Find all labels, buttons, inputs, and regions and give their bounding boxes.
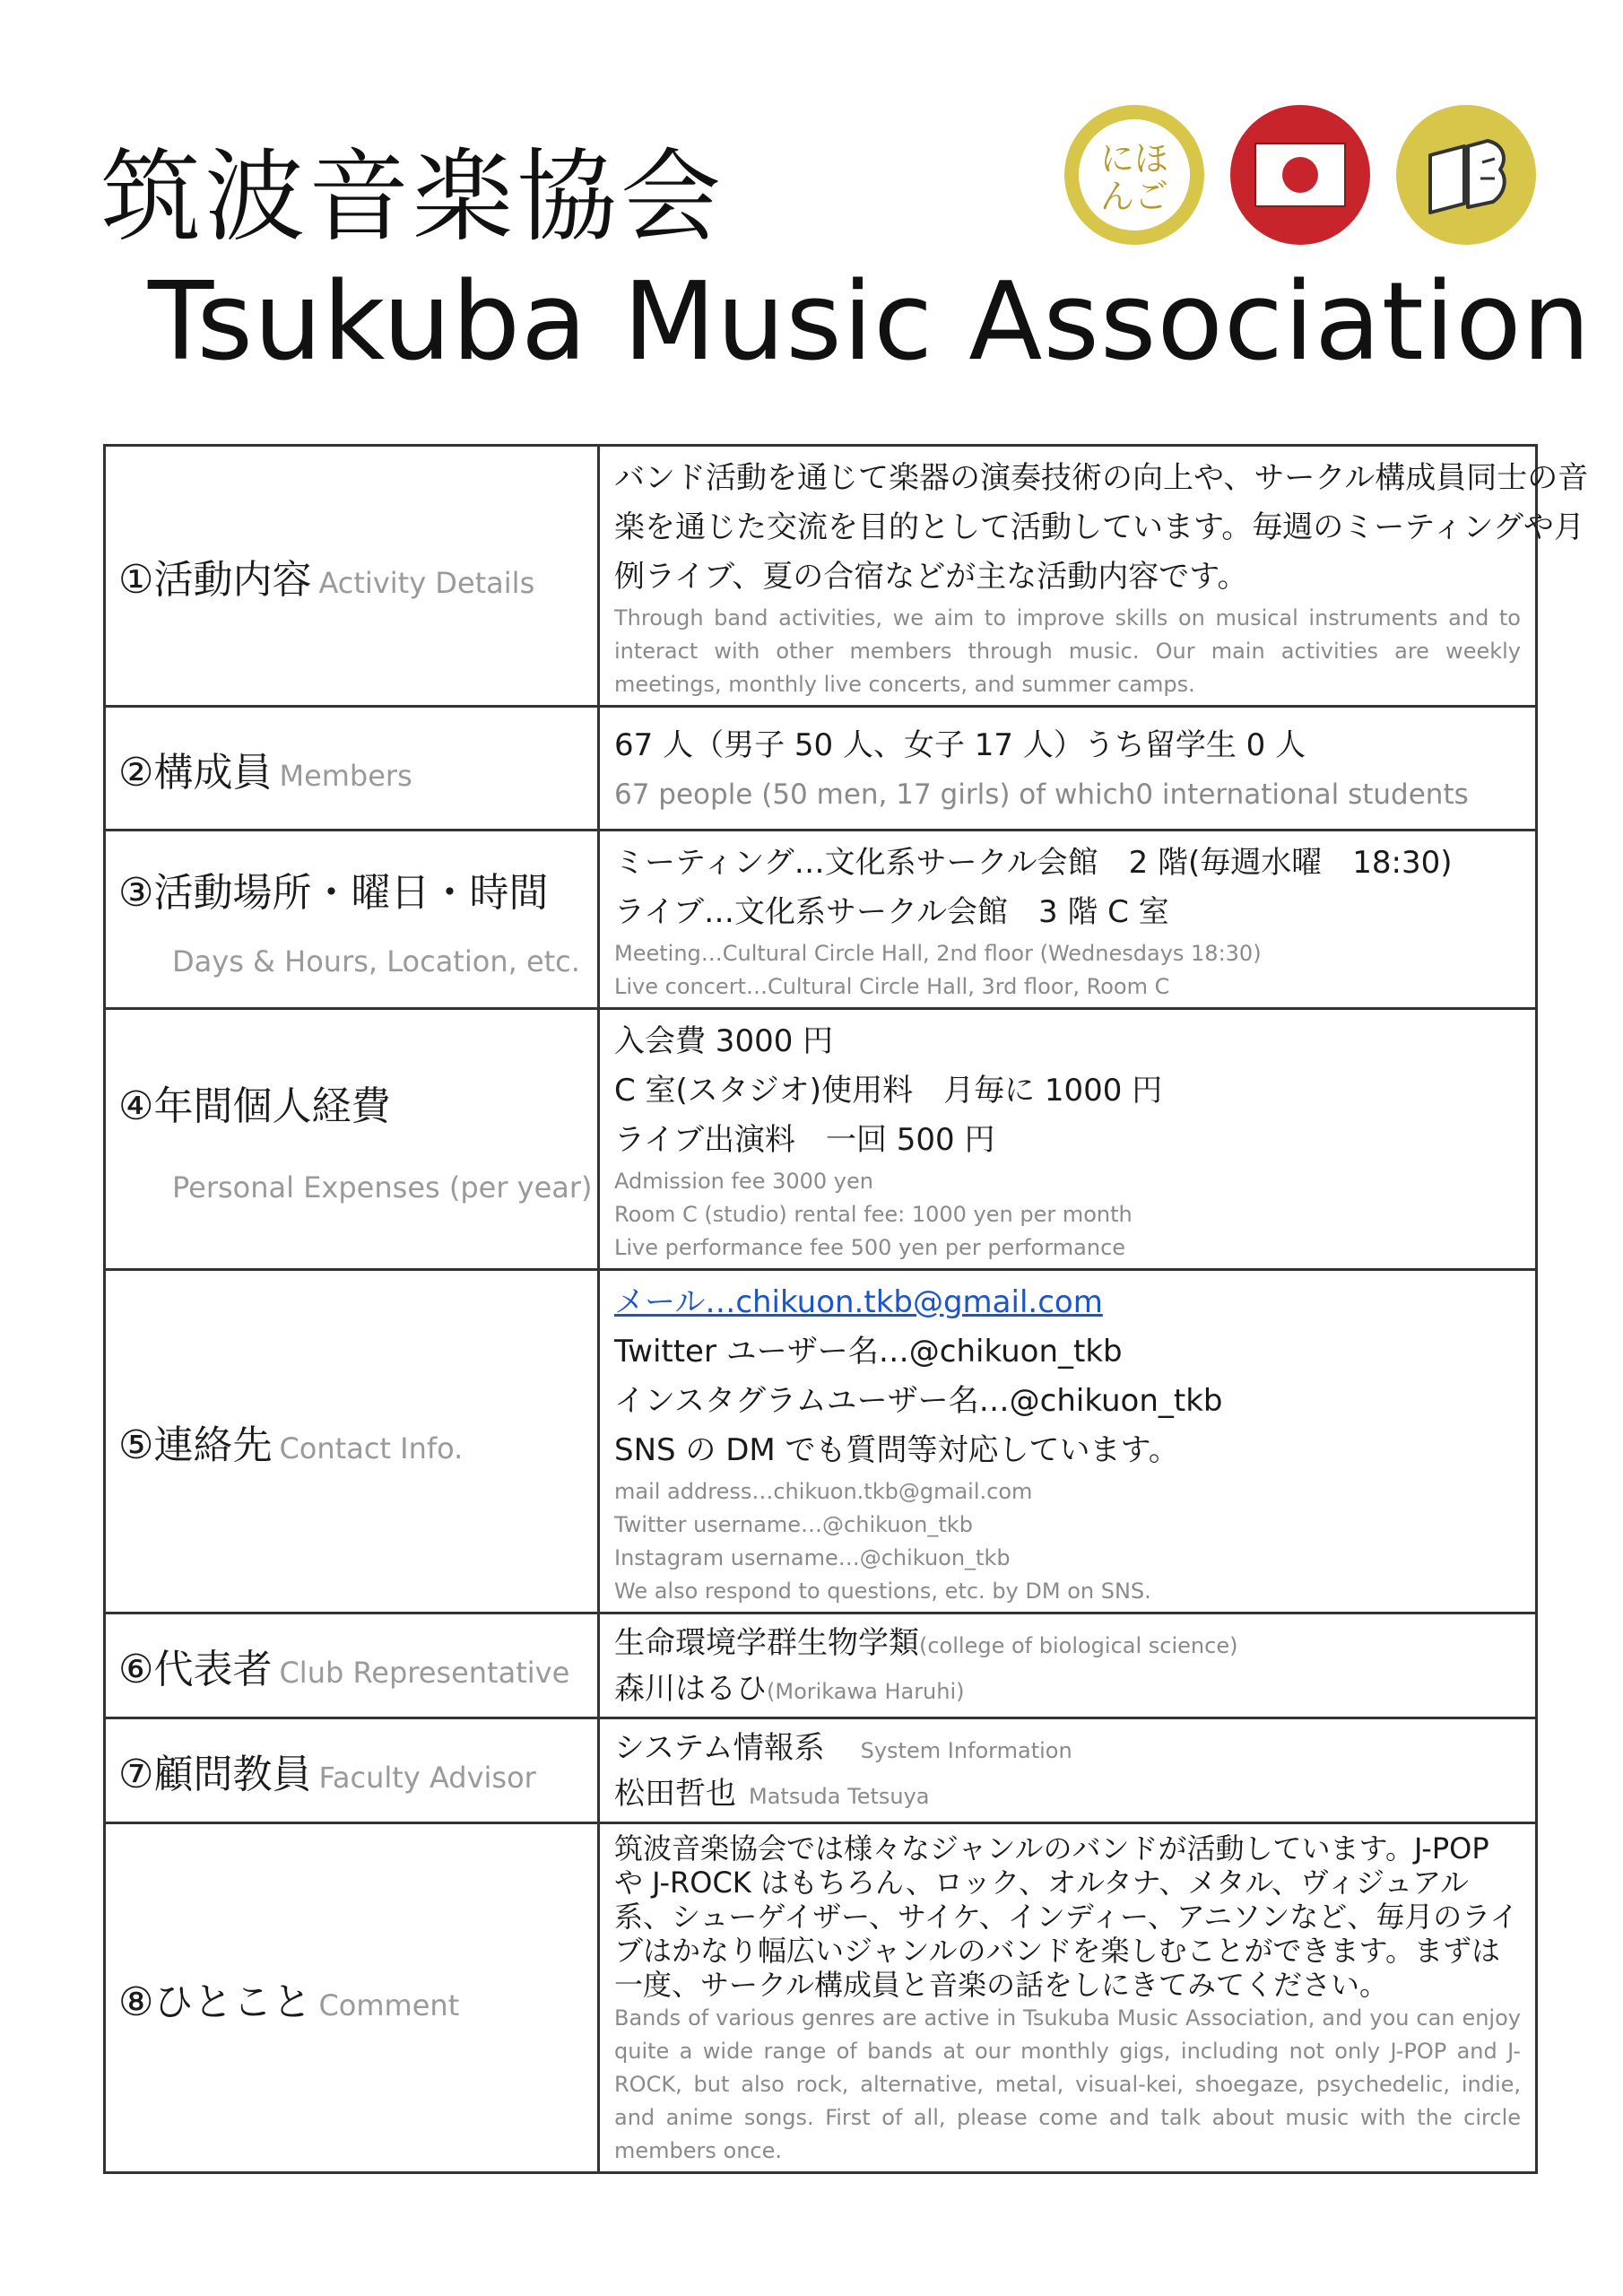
location-en-line: Live concert…Cultural Circle Hall, 3rd floor, Room C [614, 974, 1170, 999]
contact-jp-line: SNS の DM でも質問等対応しています。 [614, 1432, 1179, 1468]
table-row-activity [105, 446, 1537, 707]
location-en-line: Meeting…Cultural Circle Hall, 2nd floor (Wednesdays 18:30) [614, 941, 1262, 966]
expenses-en-line: Admission fee 3000 yen [614, 1169, 873, 1194]
representative-name-en: (Morikawa Haruhi) [767, 1679, 965, 1704]
activity-label: ①活動内容 [118, 557, 312, 603]
location-jp-line: ミーティング…文化系サークル会館 2 階(毎週水曜 18:30) [614, 845, 1453, 881]
comment-label: ⑧ひとこと [118, 1979, 312, 2025]
contact-en-line: mail address…chikuon.tkb@gmail.com [614, 1479, 1033, 1504]
representative-affiliation: 生命環境学群生物学類 [614, 1625, 919, 1661]
badge-group [1063, 103, 1538, 256]
activity-label-en: Activity Details [318, 566, 535, 600]
advisor-department-en: System Information [860, 1738, 1072, 1763]
table-row-expenses [105, 1009, 1537, 1270]
location-jp-line: ライブ…文化系サークル会館 3 階 C 室 [614, 894, 1169, 930]
email-link[interactable]: メール…chikuon.tkb@gmail.com [614, 1284, 1103, 1320]
members-en: 67 people (50 men, 17 girls) of which0 international students [614, 778, 1469, 811]
beginner-mark-icon [1394, 103, 1538, 247]
nihongo-badge-text-1: にほ [1099, 139, 1169, 178]
activity-en-text: Through band activities, we aim to improve skills on musical instruments and to interact with other members through music. Our main activities are weekly meetings, monthly live concerts, and summer camps. [614, 605, 1521, 697]
table-row-location [105, 831, 1537, 1009]
members-label-en: Members [279, 758, 412, 793]
members-label: ②構成員 [118, 749, 273, 796]
members-jp: 67 人（男子 50 人、女子 17 人）うち留学生 0 人 [614, 726, 1306, 763]
advisor-department: システム情報系 [614, 1730, 825, 1766]
nihongo-badge-icon [1063, 103, 1206, 247]
expenses-en-line: Room C (studio) rental fee: 1000 yen per month [614, 1202, 1133, 1227]
table-row-members [105, 707, 1537, 831]
contact-en-line: Instagram username…@chikuon_tkb [614, 1545, 1011, 1570]
nihongo-badge-text-2: んご [1099, 177, 1169, 216]
representative-name: 森川はるひ [614, 1671, 767, 1707]
activity-jp-line: 例ライブ、夏の合宿などが主な活動内容です。 [614, 559, 1248, 595]
advisor-label-en: Faculty Advisor [318, 1761, 536, 1795]
advisor-name-en: Matsuda Tetsuya [749, 1784, 930, 1809]
expenses-jp-line: C 室(スタジオ)使用料 月毎に 1000 円 [614, 1073, 1163, 1109]
location-label-en: Days & Hours, Location, etc. [172, 944, 580, 978]
activity-jp-line: 楽を通じた交流を目的として活動しています。毎週のミーティングや月 [614, 509, 1584, 545]
table-row-representative [105, 1613, 1537, 1718]
contact-label-en: Contact Info. [279, 1431, 464, 1465]
table-row-comment [105, 1823, 1537, 2173]
location-label: ③活動場所・曜日・時間 [118, 870, 549, 916]
representative-affiliation-en: (college of biological science) [919, 1633, 1238, 1658]
contact-en-line: We also respond to questions, etc. by DM on SNS. [614, 1578, 1151, 1604]
comment-en-text: Bands of various genres are active in Tsukuba Music Association, and you can enjoy quite a wide range of bands at our monthly gigs, including not only J-POP and J-ROCK, but also rock, alternative, metal, visual-kei, shoegaze, psychedelic, indie, and anime songs. First of all, please come and talk about music with the circle members once. [614, 2005, 1521, 2163]
representative-label-en: Club Representative [279, 1656, 570, 1690]
expenses-jp-line: ライブ出演料 一回 500 円 [614, 1122, 995, 1158]
comment-label-en: Comment [318, 1987, 460, 2022]
table-row-advisor [105, 1718, 1537, 1823]
title-english: Tsukuba Music Association [148, 260, 1592, 385]
expenses-label-en: Personal Expenses (per year) [172, 1170, 593, 1205]
contact-en-line: Twitter username…@chikuon_tkb [614, 1512, 973, 1537]
advisor-name: 松田哲也 [614, 1776, 736, 1812]
advisor-label: ⑦顧問教員 [118, 1752, 312, 1797]
expenses-jp-line: 入会費 3000 円 [614, 1023, 834, 1059]
contact-jp-line: インスタグラムユーザー名…@chikuon_tkb [614, 1383, 1223, 1419]
representative-label: ⑥代表者 [118, 1647, 273, 1692]
title-japanese: 筑波音楽協会 [100, 139, 725, 256]
contact-label: ⑤連絡先 [118, 1422, 273, 1468]
table-row-contact [105, 1270, 1537, 1613]
comment-jp-text: 筑波音楽協会では様々なジャンルのバンドが活動しています。J-POP や J-ROCK はもちろん、ロック、オルタナ、メタル、ヴィジュアル系、シューゲイザー、サイケ、インディー、アニソンなど、毎月のライブはかなり幅広いジャンルのバンドを楽しむことができます。まずは一度、サークル構成員と音楽の話をしにきてみてください。 [614, 1831, 1519, 2002]
japan-flag-icon [1228, 103, 1372, 247]
club-info-table [103, 444, 1589, 2174]
expenses-en-line: Live performance fee 500 yen per performance [614, 1235, 1126, 1260]
expenses-label: ④年間個人経費 [118, 1083, 391, 1129]
activity-jp-line: バンド活動を通じて楽器の演奏技術の向上や、サークル構成員同士の音 [614, 460, 1589, 496]
contact-jp-line: Twitter ユーザー名…@chikuon_tkb [614, 1334, 1123, 1370]
